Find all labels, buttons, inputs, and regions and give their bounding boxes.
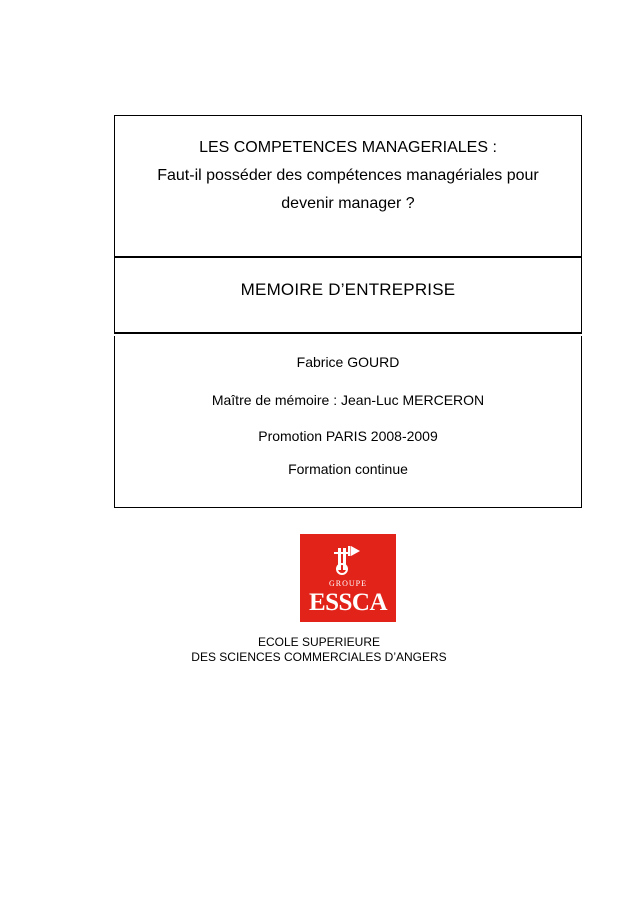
title-line-3: devenir manager ? xyxy=(281,195,415,212)
logo-groupe-text: GROUPE xyxy=(328,579,367,588)
author-name: Fabrice GOURD xyxy=(296,354,400,370)
essca-logo xyxy=(300,534,396,622)
supervisor-line: Maître de mémoire : Jean-Luc MERCERON xyxy=(211,392,485,408)
promotion-line: Promotion PARIS 2008-2009 xyxy=(258,428,438,444)
title-line-2: Faut-il posséder des compétences managériales pour xyxy=(157,167,539,184)
document-type-label: MEMOIRE D’ENTREPRISE xyxy=(240,280,456,299)
school-name-line-1: ECOLE SUPERIEURE xyxy=(257,635,381,649)
document-type-box xyxy=(114,256,582,334)
key-emblem-icon xyxy=(300,542,396,576)
school-name-line-2: DES SCIENCES COMMERCIALES D’ANGERS xyxy=(191,650,447,664)
title-box xyxy=(114,115,582,257)
program-line: Formation continue xyxy=(288,461,408,477)
logo-essca-text: ESSCA xyxy=(308,589,388,616)
title-line-1: LES COMPETENCES MANAGERIALES : xyxy=(199,139,497,156)
info-box xyxy=(114,336,582,508)
